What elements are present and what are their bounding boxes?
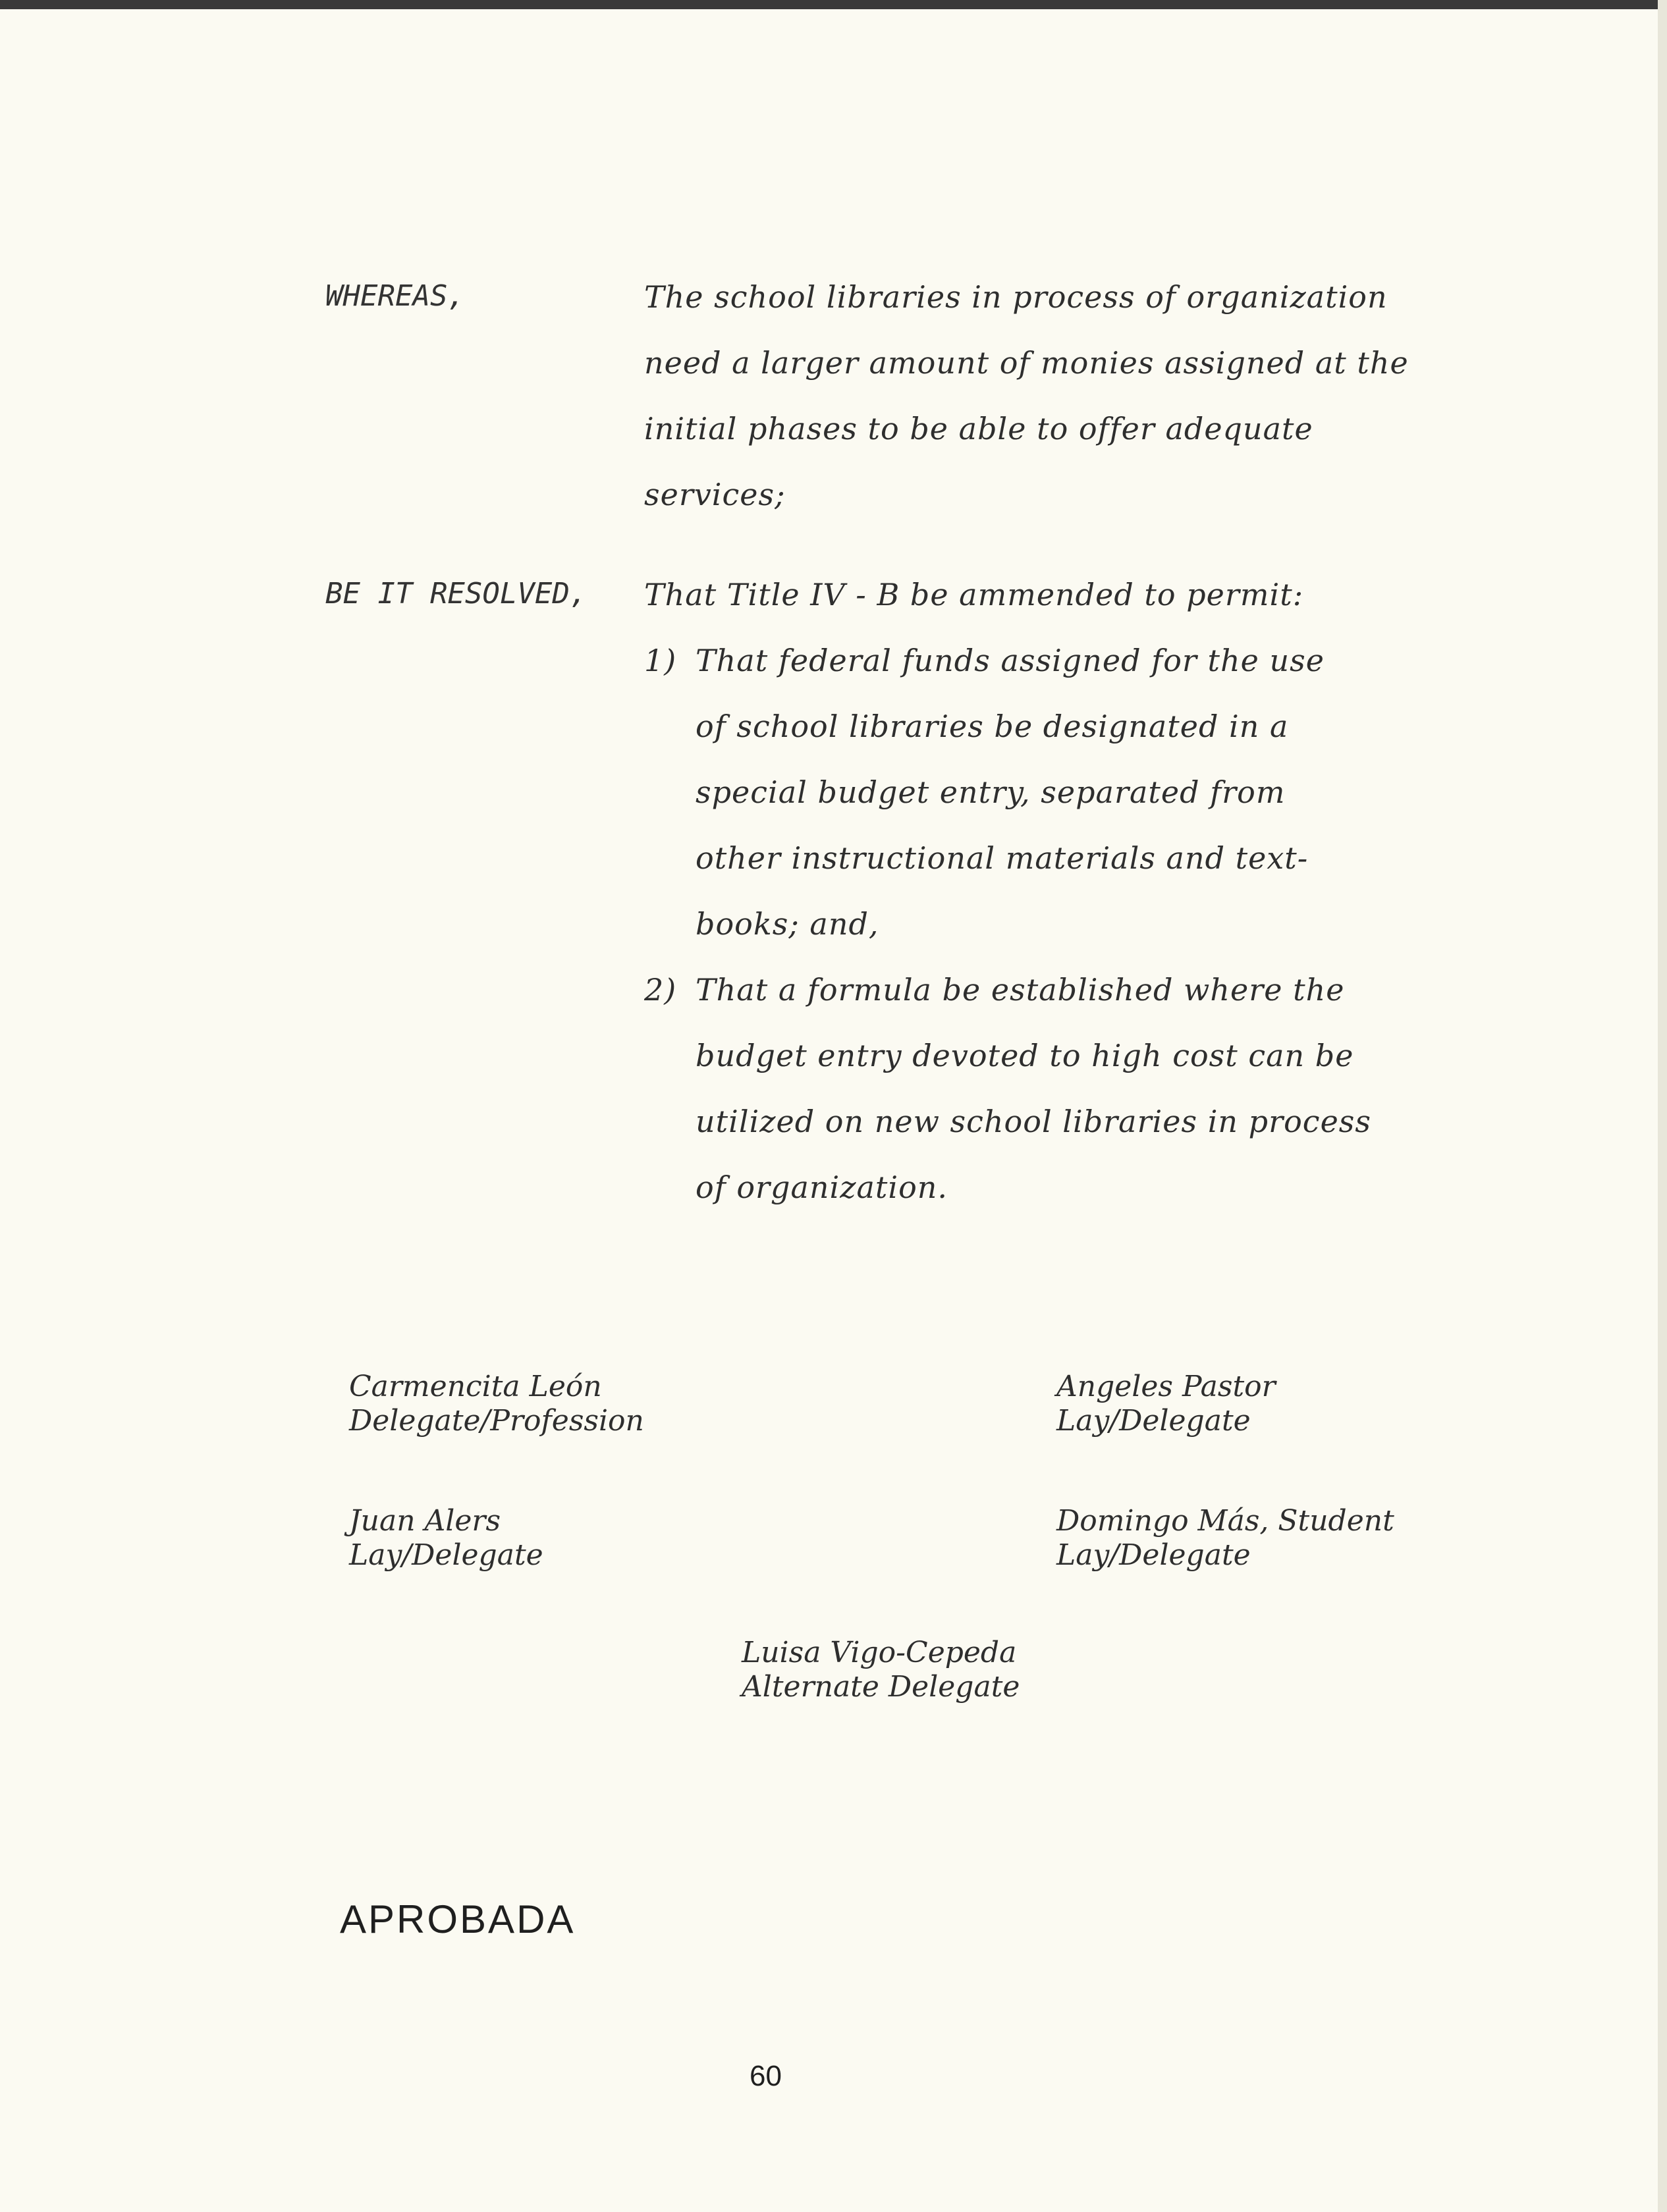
item-number: 2) xyxy=(644,972,677,1008)
signatory-name: Domingo Más, Student xyxy=(1056,1504,1394,1538)
signature-block xyxy=(349,1370,644,1438)
signature-block xyxy=(1056,1370,1276,1438)
signature-block xyxy=(1056,1504,1394,1573)
whereas-line: services; xyxy=(644,477,786,512)
item-line: utilized on new school libraries in process xyxy=(696,1104,1372,1139)
resolved-intro: That Title IV - B be ammended to permit: xyxy=(644,577,1304,612)
approval-status: APROBADA xyxy=(340,1897,576,1941)
item-line: budget entry devoted to high cost can be xyxy=(696,1038,1354,1073)
item-line: of school libraries be designated in a xyxy=(696,709,1289,744)
whereas-label: WHEREAS, xyxy=(325,279,465,313)
signatory-role: Delegate/Profession xyxy=(349,1404,644,1438)
item-line: That federal funds assigned for the use xyxy=(696,643,1325,678)
signatory-name: Juan Alers xyxy=(349,1504,501,1538)
signatory-role: Alternate Delegate xyxy=(742,1670,1020,1704)
scan-top-edge xyxy=(0,0,1667,9)
whereas-line: need a larger amount of monies assigned at the xyxy=(644,345,1409,381)
item-line: books; and, xyxy=(696,906,879,942)
scan-right-edge xyxy=(1658,0,1667,2212)
item-line: of organization. xyxy=(696,1170,948,1205)
signatory-role: Lay/Delegate xyxy=(1056,1404,1251,1438)
item-line: other instructional materials and text- xyxy=(696,840,1309,876)
signatory-role: Lay/Delegate xyxy=(1056,1538,1251,1572)
signature-block xyxy=(742,1636,1020,1704)
item-line: special budget entry, separated from xyxy=(696,774,1286,810)
signatory-name: Carmencita León xyxy=(349,1370,602,1403)
signatory-role: Lay/Delegate xyxy=(349,1538,543,1572)
item-line: That a formula be established where the xyxy=(696,972,1345,1008)
signature-block xyxy=(349,1504,543,1573)
whereas-line: The school libraries in process of organization xyxy=(644,279,1388,315)
page-number: 60 xyxy=(750,2060,782,2092)
signatory-name: Angeles Pastor xyxy=(1056,1370,1276,1403)
resolved-label: BE IT RESOLVED, xyxy=(325,577,588,610)
signatory-name: Luisa Vigo-Cepeda xyxy=(742,1636,1017,1669)
whereas-line: initial phases to be able to offer adequate xyxy=(644,411,1313,446)
item-number: 1) xyxy=(644,643,677,678)
